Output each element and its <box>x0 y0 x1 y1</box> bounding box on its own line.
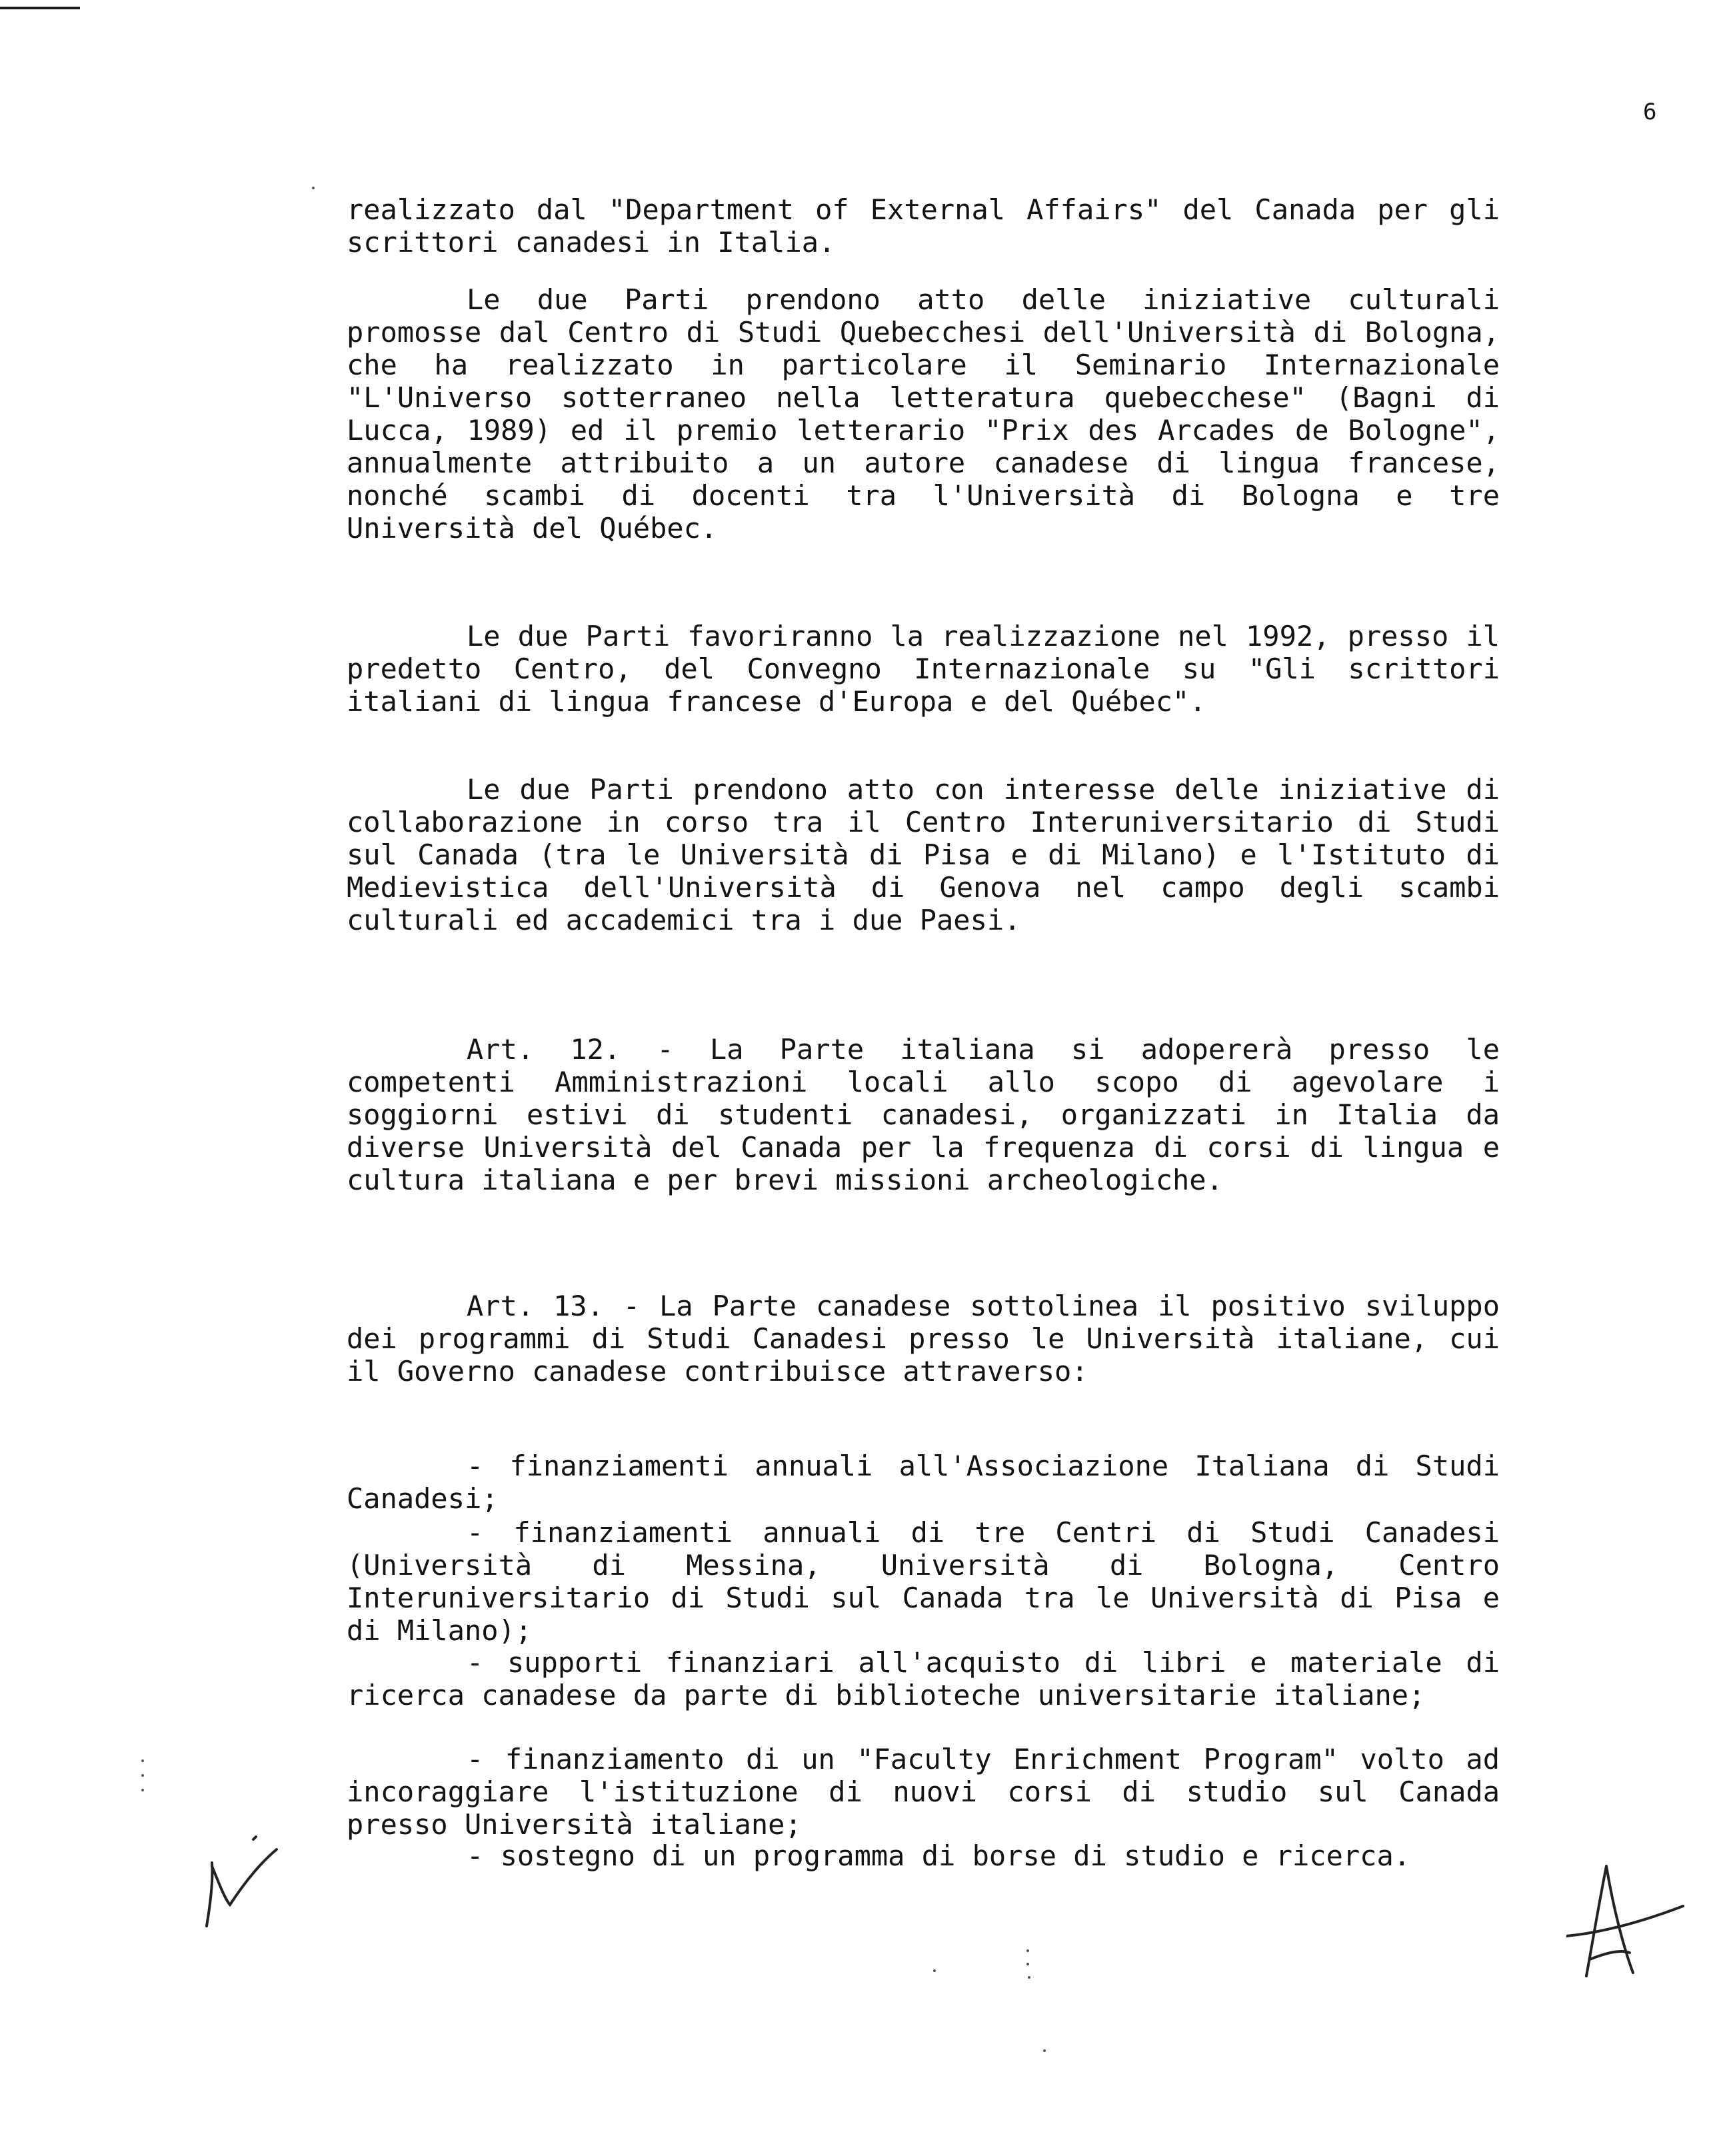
scan-speck <box>1043 2049 1046 2052</box>
page-number: 6 <box>1643 99 1657 125</box>
list-item: - finanziamento di un "Faculty Enrichment Program" volto ad incoraggiare l'istituzione di nuovi corsi di studio sul Canada presso Università italiane; <box>347 1743 1500 1841</box>
handwritten-initial-left <box>193 1826 287 1939</box>
scan-speck <box>141 1759 144 1762</box>
handwritten-initial-right <box>1566 1859 1686 1986</box>
scan-speck <box>141 1774 144 1777</box>
paragraph-collaborazione: Le due Parti prendono atto con interesse delle iniziative di collaborazione in corso tra il Centro Interuniversitario di Studi sul Canada (tra le Università di Pisa e di Milano) e l'Istituto di Medievistica dell'Università di Genova nel campo degli scambi culturali ed accademici tra i due Paesi. <box>347 773 1500 936</box>
scan-speck <box>312 187 315 189</box>
paragraph-convegno: Le due Parti favoriranno la realizzazione nel 1992, presso il predetto Centro, del Convegno Internazionale su "Gli scrittori italiani di lingua francese d'Europa e del Québec". <box>347 620 1500 718</box>
scan-edge-mark <box>0 7 80 9</box>
list-item: - supporti finanziari all'acquisto di libri e materiale di ricerca canadese da parte di biblioteche universitarie italiane; <box>347 1646 1500 1711</box>
scan-speck <box>933 1969 936 1972</box>
scan-speck <box>1026 1963 1029 1965</box>
list-item: - sostegno di un programma di borse di studio e ricerca. <box>467 1839 1411 1872</box>
scan-speck <box>1026 1949 1029 1952</box>
list-item: - finanziamenti annuali di tre Centri di Studi Canadesi (Università di Messina, Università di Bologna, Centro Interuniversitario di Studi sul Canada tra le Università di Pisa e di Milano); <box>347 1516 1500 1647</box>
scan-speck <box>141 1789 144 1791</box>
list-item: - finanziamenti annuali all'Associazione Italiana di Studi Canadesi; <box>347 1450 1500 1515</box>
paragraph-quebec-studies: Le due Parti prendono atto delle iniziative culturali promosse dal Centro di Studi Quebecchesi dell'Università di Bologna, che ha realizzato in particolare il Seminario Internazionale "L'Universo sotterraneo nella letteratura quebecchese" (Bagni di Lucca, 1989) ed il premio letterario "Prix des Arcades de Bologne", annualmente attribuito a un autore canadese di lingua francese, nonché scambi di docenti tra l'Università di Bologna e tre Università del Québec. <box>347 283 1500 544</box>
article-13: Art. 13. - La Parte canadese sottolinea il positivo sviluppo dei programmi di Studi Canadesi presso le Università italiane, cui il Governo canadese contribuisce attraverso: <box>347 1290 1500 1388</box>
scan-speck <box>1028 1976 1030 1979</box>
paragraph-continuation: realizzato dal "Department of External Affairs" del Canada per gli scrittori canadesi in Italia. <box>347 193 1500 259</box>
article-12: Art. 12. - La Parte italiana si adopererà presso le competenti Amministrazioni locali allo scopo di agevolare i soggiorni estivi di studenti canadesi, organizzati in Italia da diverse Università del Canada per la frequenza di corsi di lingua e cultura italiana e per brevi missioni archeologiche. <box>347 1033 1500 1196</box>
